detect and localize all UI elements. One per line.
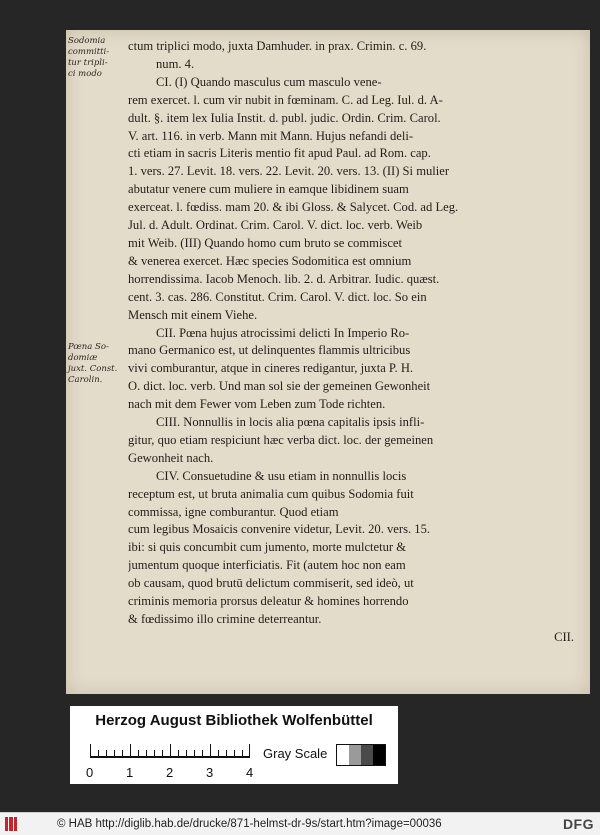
status-bar [0, 812, 600, 835]
ruler-tick [90, 744, 91, 758]
text-line: & fœdissimo illo crimine deterreantur. [128, 612, 322, 626]
ruler-tick [194, 750, 195, 758]
ruler-tick [122, 750, 123, 758]
ruler-tick [218, 750, 219, 758]
text-line: Gewonheit nach. [128, 450, 214, 465]
ruler-tick [106, 750, 107, 758]
text-line: horrendissima. Iacob Menoch. lib. 2. d. Arbitrar. Iudic. quæst. [128, 271, 440, 286]
text-line: & venerea exercet. Hæc species Sodomitica est omnium [128, 253, 412, 268]
text-line: V. art. 116. in verb. Mann mit Mann. Hujus nefandi deli- [128, 128, 414, 143]
ruler-tick [154, 750, 155, 758]
text-line: mit Weib. (III) Quando homo cum bruto se commiscet [128, 235, 403, 250]
ruler-tick [242, 750, 243, 758]
text-line: criminis memoria prorsus deleatur & homines horrendo [128, 594, 409, 609]
ruler-tick [170, 744, 171, 758]
ruler-tick [226, 750, 227, 758]
ruler-tick [178, 750, 179, 758]
text-line: ob causam, quod brutū delictum commiserit, sed ideò, ut [128, 576, 414, 591]
dfg-logo: DFG [562, 816, 594, 832]
text-line: jumentum quoque interficiatis. Fit (autem hoc non eam [128, 558, 406, 573]
hab-logo-icon [5, 817, 17, 831]
color-calibration-card [70, 706, 398, 784]
ruler-number: 2 [166, 765, 174, 780]
scanned-page [66, 30, 590, 694]
text-line: CIV. Consuetudine & usu etiam in nonnullis locis [156, 468, 407, 483]
margin-note-line: committi- [68, 47, 110, 57]
text-line: 1. vers. 27. Levit. 18. vers. 22. Levit. 20. vers. 13. (II) Si mulier [128, 164, 450, 179]
catchword: CII. [554, 629, 574, 644]
margin-note-sodomia [68, 36, 128, 385]
text-line: Jul. d. Adult. Ordinat. Crim. Carol. V. dict. loc. verb. Weib [128, 218, 423, 233]
gray-swatch [373, 745, 385, 765]
ruler-number: 0 [86, 765, 94, 780]
gray-swatch [361, 745, 373, 765]
ruler-tick [202, 750, 203, 758]
ruler-tick [162, 750, 163, 758]
margin-note-line: juxt. Const. [68, 364, 118, 374]
library-name: Herzog August Bibliothek Wolfenbüttel [95, 712, 373, 729]
text-line: ibi: si quis concumbit cum jumento, morte mulctetur & [128, 540, 407, 555]
text-line: O. dict. loc. verb. Und man sol sie der gemeinen Gewonheit [128, 379, 431, 394]
gray-swatch [349, 745, 361, 765]
ruler-number: 4 [246, 765, 254, 780]
scale-ruler [90, 740, 250, 768]
ruler-tick [98, 750, 99, 758]
margin-note-poena [68, 342, 130, 386]
body-text [128, 38, 584, 647]
text-line: abutatur venere cum muliere in eamque libidinem suam [128, 182, 409, 197]
gray-scale-swatches [336, 744, 386, 766]
gray-scale-label: Gray Scale [263, 746, 328, 761]
text-line: receptum est, ut bruta animalia cum quibus Sodomia fuit [128, 486, 414, 501]
margin-note-line: Carolin. [68, 375, 103, 385]
text-line: CIII. Nonnullis in locis alia pœna capitalis ipsis infli- [156, 415, 425, 430]
text-line: dult. §. item lex Iulia Instit. d. publ. judic. Ordin. Crim. Carol. [128, 110, 441, 125]
margin-note-line: ci modo [68, 69, 102, 79]
text-line: commissa, igne comburantur. Quod etiam [128, 504, 339, 519]
ruler-number: 3 [206, 765, 214, 780]
text-line: exerceat. l. fœdiss. mam 20. & ibi Gloss. & Salycet. Cod. ad Leg. [128, 200, 459, 215]
ruler-tick [130, 744, 131, 758]
text-line: rem exercet. l. cum vir nubit in fœminam. C. ad Leg. Iul. d. A- [128, 92, 443, 107]
ruler-tick [210, 744, 211, 758]
text-line: num. 4. [156, 56, 195, 71]
margin-note-line: Pœna So- [68, 342, 109, 352]
ruler-tick [249, 744, 250, 758]
text-line: gitur, quo etiam respiciunt hæc verba dict. loc. der gemeinen [128, 432, 434, 447]
copyright-url[interactable]: © HAB http://diglib.hab.de/drucke/871-helmst-dr-9s/start.htm?image=00036 [57, 818, 442, 830]
text-line: nach mit dem Fewer vom Leben zum Tode richten. [128, 397, 386, 412]
text-line: cent. 3. cas. 286. Constitut. Crim. Carol. V. dict. loc. So ein [128, 289, 427, 304]
text-line: cti etiam in sacris Literis mentio fit apud Paul. ad Rom. cap. [128, 146, 431, 161]
text-line: vivi comburantur, atque in cineres redigantur, juxta P. H. [128, 361, 414, 376]
ruler-numbers [84, 765, 264, 781]
text-line: CII. Pœna hujus atrocissimi delicti In Imperio Ro- [156, 325, 410, 340]
gray-swatch [337, 745, 349, 765]
text-line: ctum triplici modo, juxta Damhuder. in prax. Crimin. c. 69. [128, 39, 427, 53]
text-line: Mensch mit einem Viehe. [128, 307, 258, 322]
margin-note-line: tur tripli- [68, 58, 108, 68]
text-line: cum legibus Mosaicis convenire videtur, Levit. 20. vers. 15. [128, 522, 431, 537]
text-line: mano Germanico est, ut delinquentes flammis ultricibus [128, 343, 411, 358]
ruler-tick [186, 750, 187, 758]
ruler-number: 1 [126, 765, 134, 780]
margin-note-line: Sodomia [68, 36, 106, 46]
margin-note-line: domiæ [68, 353, 98, 363]
ruler-tick [146, 750, 147, 758]
ruler-tick [114, 750, 115, 758]
ruler-tick [138, 750, 139, 758]
text-line: CI. (I) Quando masculus cum masculo vene- [156, 74, 382, 89]
ruler-tick [234, 750, 235, 758]
